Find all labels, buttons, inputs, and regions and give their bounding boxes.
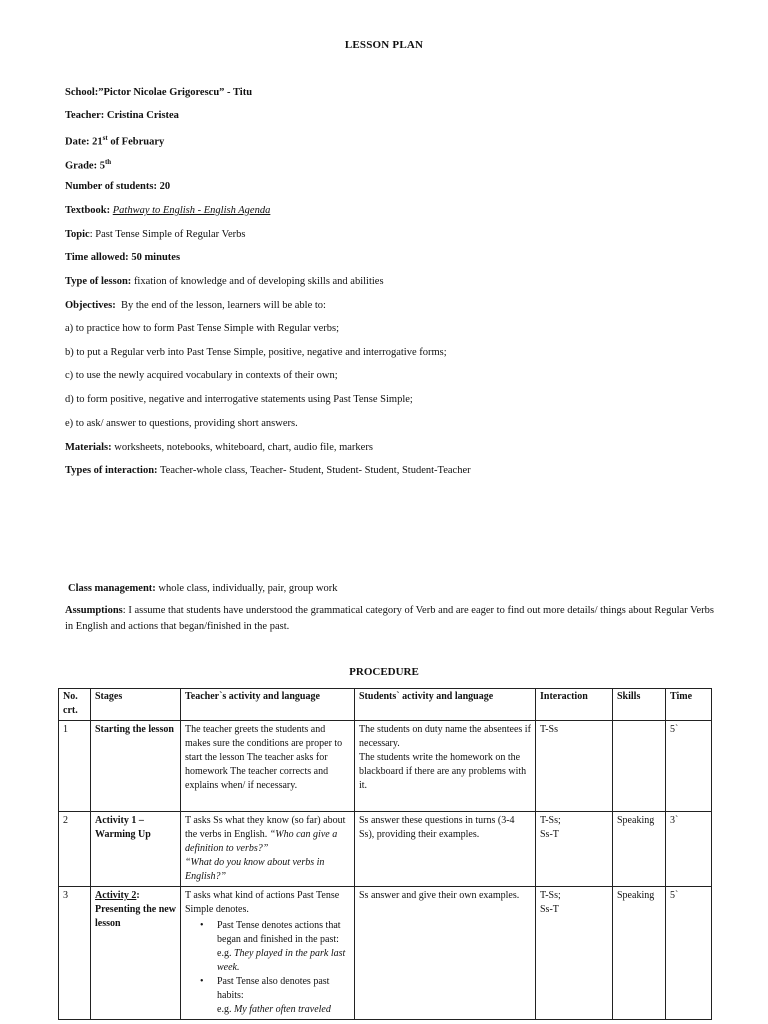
textbook-value: Pathway to English - English Agenda [112, 205, 271, 216]
header-time: Time [666, 689, 712, 721]
cell-stage: Starting the lesson [91, 721, 181, 812]
cell-no: 2 [59, 812, 91, 887]
interaction-types-value: Teacher-whole class, Teacher- Student, Student- Student, Student-Teacher [159, 465, 471, 476]
grade-num: 5 [99, 160, 105, 172]
cell-time: 3` [666, 812, 712, 887]
table-row [59, 887, 712, 1020]
objective-item: c) to use the newly acquired vocabulary in contexts of their own; [65, 370, 338, 381]
teacher-activity-text: T asks what kind of actions Past Tense Simple denotes. [185, 890, 340, 915]
time-allowed-value: 50 minutes [131, 252, 181, 263]
header-interaction: Interaction [536, 689, 613, 721]
cell-time: 5` [666, 721, 712, 812]
materials-value: worksheets, notebooks, whiteboard, chart, audio file, markers [114, 442, 373, 453]
header-skills: Skills [613, 689, 666, 721]
interaction-value: Ss-T [540, 829, 559, 840]
lesson-type-label: Type of lesson: [65, 276, 132, 287]
bullet-example: My father often traveled [233, 1004, 331, 1015]
document-title: LESSON PLAN [344, 39, 424, 51]
cell-teacher-activity [181, 812, 355, 887]
procedure-title: PROCEDURE [349, 666, 419, 678]
date-label: Date: [65, 136, 90, 148]
list-item [217, 975, 350, 1017]
materials-line [65, 441, 373, 454]
interaction-types-line [65, 464, 471, 477]
interaction-types-label: Types of interaction: [65, 465, 158, 476]
class-management-label: Class management: [68, 583, 156, 594]
objective-item: d) to form positive, negative and interrogative statements using Past Tense Simple; [65, 394, 413, 405]
materials-label: Materials: [65, 442, 112, 453]
objective-item: b) to put a Regular verb into Past Tense Simple, positive, negative and interrogative forms; [65, 347, 447, 358]
objective-item: a) to practice how to form Past Tense Simple with Regular verbs; [65, 323, 340, 334]
cell-time: 5` [666, 887, 712, 1020]
stage-rest: Presenting the new lesson [95, 904, 176, 929]
header-stages: Stages [91, 689, 181, 721]
date-line [65, 132, 164, 149]
cell-interaction: T-Ss [536, 721, 613, 812]
interaction-value: T-Ss; [540, 890, 561, 901]
cell-skills: Speaking [613, 812, 666, 887]
topic-label: Topic [65, 229, 90, 240]
objective-item: e) to ask/ answer to questions, providing short answers. [65, 418, 298, 429]
date-suffix: st [102, 134, 108, 142]
teacher-label: Teacher: [65, 110, 105, 121]
class-management-line [68, 582, 338, 595]
school-line [65, 86, 252, 99]
bullet-example: They played in the park last week. [217, 948, 346, 973]
assumptions-value: : I assume that students have understood the grammatical category of Verb and are eager to find out more details/ things about Regular Verbs in English and actions that began/finished in the past. [65, 605, 715, 632]
lesson-type-line [65, 275, 384, 288]
cell-interaction [536, 812, 613, 887]
teacher-bullet-list [185, 919, 350, 1017]
objectives-intro: By the end of the lesson, learners will be able to: [120, 300, 326, 311]
topic-line [65, 228, 246, 241]
interaction-value: Ss-T [540, 904, 559, 915]
interaction-value: T-Ss; [540, 815, 561, 826]
topic-value: : Past Tense Simple of Regular Verbs [89, 229, 246, 240]
students-count-label: Number of students: [65, 181, 157, 192]
cell-students-activity [355, 721, 536, 812]
cell-stage: Activity 1 – Warming Up [91, 812, 181, 887]
teacher-line [65, 109, 179, 122]
assumptions-paragraph [65, 603, 715, 635]
bullet-eg: e.g. [217, 1004, 232, 1015]
cell-teacher-activity [181, 887, 355, 1020]
table-header-row [59, 689, 712, 721]
table-row [59, 812, 712, 887]
grade-suffix: th [104, 158, 112, 166]
stage-colon: : [136, 890, 140, 901]
table-row [59, 721, 712, 812]
date-day: 21 [92, 136, 103, 148]
cell-teacher-activity: The teacher greets the students and makes sure the conditions are proper to start the lesson The teacher asks for homework The teacher corrects and explains when/ if necessary. [181, 721, 355, 812]
grade-line [65, 156, 111, 173]
textbook-label: Textbook: [65, 205, 111, 216]
teacher-question: “Who can give a definition to verbs?” [185, 829, 338, 854]
students-activity-text: The students write the homework on the blackboard if there are any problems with it. [359, 752, 527, 791]
lesson-type-value: fixation of knowledge and of developing skills and abilities [133, 276, 384, 287]
textbook-line [65, 204, 270, 217]
header-students-activity: Students` activity and language [355, 689, 536, 721]
grade-label: Grade: [65, 160, 98, 172]
students-count-line [65, 180, 170, 193]
date-rest: of February [110, 136, 165, 148]
cell-interaction [536, 887, 613, 1020]
cell-stage [91, 887, 181, 1020]
cell-students-activity: Ss answer these questions in turns (3-4 Ss), providing their examples. [355, 812, 536, 887]
bullet-text: Past Tense denotes actions that began and finished in the past: [217, 920, 341, 945]
cell-no: 3 [59, 887, 91, 1020]
list-item [217, 919, 350, 975]
bullet-eg: e.g. [217, 948, 232, 959]
header-no: No. crt. [59, 689, 91, 721]
bullet-text: Past Tense also denotes past habits: [217, 976, 330, 1001]
cell-students-activity: Ss answer and give their own examples. [355, 887, 536, 1020]
students-activity-text: The students on duty name the absentees if necessary. [359, 724, 531, 749]
time-allowed-label: Time allowed: [65, 252, 129, 263]
school-label: School: [65, 87, 99, 98]
time-allowed-line [65, 251, 180, 264]
cell-skills [613, 721, 666, 812]
students-count-value: 20 [159, 181, 171, 192]
teacher-question: “What do you know about verbs in English?” [185, 857, 325, 882]
assumptions-label: Assumptions [65, 605, 123, 616]
stage-activity-label: Activity 2 [95, 890, 137, 901]
header-teacher-activity: Teacher`s activity and language [181, 689, 355, 721]
procedure-table [58, 688, 712, 1020]
teacher-value: Cristina Cristea [106, 110, 179, 121]
objectives-line [65, 299, 326, 312]
school-value: ”Pictor Nicolae Grigorescu” - Titu [98, 87, 253, 98]
class-management-value: whole class, individually, pair, group work [158, 583, 338, 594]
cell-skills: Speaking [613, 887, 666, 1020]
objectives-label: Objectives: [65, 300, 116, 311]
teacher-activity-text: T asks Ss what they know (so far) about the verbs in English. [185, 815, 346, 840]
cell-no: 1 [59, 721, 91, 812]
